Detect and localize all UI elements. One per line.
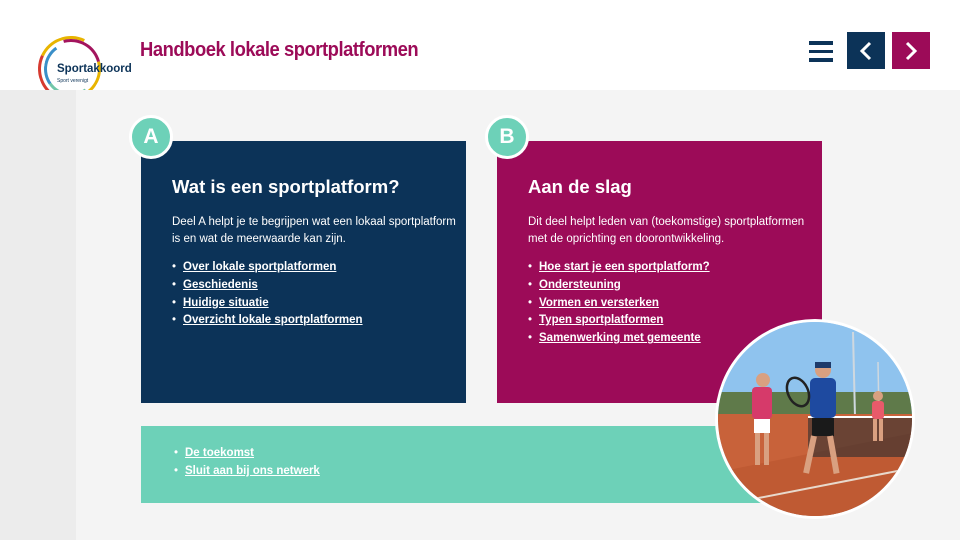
header-bar [0, 0, 960, 90]
section-a-heading: Wat is een sportplatform? [172, 176, 400, 197]
section-a-description: Deel A helpt je te begrijpen wat een lokaal sportplatform is en wat de meerwaarde kan zijn. [172, 216, 456, 245]
list-item: • Geschiedenis [172, 278, 258, 291]
link-geschiedenis[interactable]: Geschiedenis [183, 278, 258, 291]
list-item: • De toekomst [174, 447, 255, 459]
list-item: • Ondersteuning [528, 278, 621, 291]
list-item: • Hoe start je een sportplatform? [528, 261, 710, 273]
bottom-link-list [174, 445, 320, 481]
tennis-players-illustration [718, 322, 915, 519]
section-b-heading: Aan de slag [528, 176, 632, 197]
link-huidige-situatie[interactable]: Huidige situatie [183, 296, 269, 309]
link-hoe-start-je[interactable]: Hoe start je een sportplatform? [539, 261, 710, 273]
tennis-photo [715, 319, 915, 519]
link-de-toekomst[interactable]: De toekomst [185, 447, 255, 459]
section-a-link-list [172, 259, 363, 330]
menu-button[interactable] [809, 41, 833, 62]
list-item: • Sluit aan bij ons netwerk [174, 464, 320, 477]
list-item: • Overzicht lokale sportplatformen [172, 314, 363, 327]
list-item: • Huidige situatie [172, 296, 269, 309]
link-over-lokale-sportplatformen[interactable]: Over lokale sportplatformen [183, 261, 337, 273]
section-b-description: Dit deel helpt leden van (toekomstige) sportplatformen met de oprichting en doorontwikkeling. [528, 216, 805, 245]
section-b-badge: B [485, 115, 529, 159]
chevron-right-icon [904, 41, 918, 61]
section-a-card [141, 141, 466, 403]
link-vormen-en-versterken[interactable]: Vormen en versterken [539, 296, 659, 309]
list-item: • Typen sportplatformen [528, 314, 664, 327]
list-item: • Vormen en versterken [528, 296, 659, 309]
link-sluit-aan-bij-netwerk[interactable]: Sluit aan bij ons netwerk [185, 464, 320, 477]
list-item: • Over lokale sportplatformen [172, 261, 337, 273]
previous-page-button[interactable] [847, 32, 885, 69]
hamburger-menu-icon [809, 41, 833, 45]
section-b-link-list [528, 259, 710, 348]
chevron-left-icon [859, 41, 873, 61]
link-ondersteuning[interactable]: Ondersteuning [539, 278, 621, 291]
link-typen-sportplatformen[interactable]: Typen sportplatformen [539, 314, 664, 327]
page-title: Handboek lokale sportplatformen [140, 39, 419, 61]
hamburger-menu-icon [809, 58, 833, 62]
section-a-badge: A [129, 115, 173, 159]
logo-subtext: Sport verenigt [57, 78, 89, 84]
hamburger-menu-icon [809, 50, 833, 54]
link-overzicht-sportplatformen[interactable]: Overzicht lokale sportplatformen [183, 314, 363, 327]
left-margin-strip [0, 90, 76, 540]
next-page-button[interactable] [892, 32, 930, 69]
logo-text: Sportakkoord [57, 63, 132, 75]
link-samenwerking-met-gemeente[interactable]: Samenwerking met gemeente [539, 332, 701, 345]
list-item: • Samenwerking met gemeente [528, 332, 701, 345]
